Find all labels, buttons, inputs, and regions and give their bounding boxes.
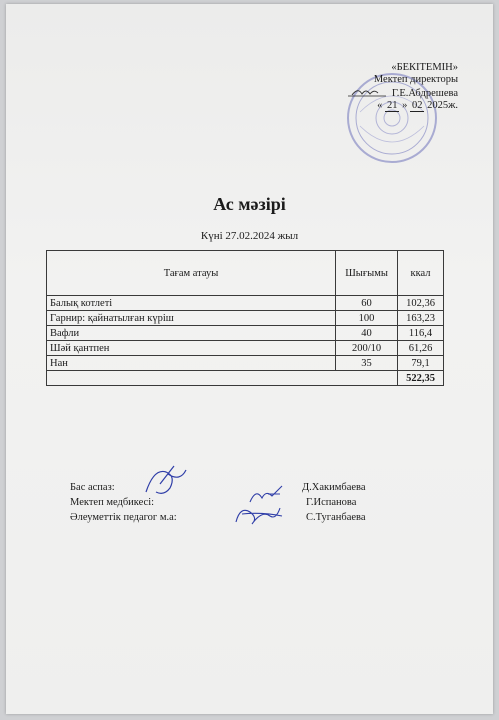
total-kcal: 522,35 (398, 371, 444, 386)
document-page (6, 4, 493, 714)
approval-heading: «БЕКІТЕМІН» (391, 62, 458, 73)
table-header-row (47, 251, 444, 296)
signature-role: Бас аспаз: (70, 482, 115, 493)
header-kcal: ккал (398, 251, 444, 296)
approval-day: 21 (386, 100, 398, 111)
approval-block (288, 62, 458, 112)
signature-name: С.Туганбаева (306, 512, 366, 523)
pedagogue-signature (232, 500, 284, 528)
dish-portion: 200/10 (336, 341, 398, 356)
header-portion: Шығымы (336, 251, 398, 296)
approval-name-line (288, 86, 458, 100)
menu-title: Ас мәзірі (213, 194, 286, 214)
dish-name: Нан (47, 356, 336, 371)
table-row (47, 326, 444, 341)
dish-name: Гарнир: қайнатылған күріш (47, 311, 336, 326)
dish-portion: 100 (336, 311, 398, 326)
total-row (47, 371, 444, 386)
dish-name: Вафли (47, 326, 336, 341)
menu-table (46, 250, 444, 386)
table-row (47, 311, 444, 326)
dish-portion: 40 (336, 326, 398, 341)
table-row (47, 341, 444, 356)
director-signature (346, 86, 392, 98)
approval-name: Г.Е.Абдрешева (391, 88, 458, 99)
dish-name: Балық котлеті (47, 296, 336, 311)
table-row (47, 296, 444, 311)
approval-year: 2025ж. (427, 100, 458, 111)
approval-month: 02 (411, 100, 423, 111)
signature-role: Мектеп медбикесі: (70, 497, 155, 508)
approval-position: Мектеп директоры (373, 74, 458, 85)
dish-kcal: 79,1 (398, 356, 444, 371)
dish-portion: 35 (336, 356, 398, 371)
header-dish-name: Тағам атауы (47, 251, 336, 296)
chef-signature (140, 462, 190, 500)
total-label-cell (47, 371, 398, 386)
signature-row-chef (70, 482, 400, 496)
signature-name: Д.Хакимбаева (302, 482, 366, 493)
signature-name: Г.Испанова (306, 497, 357, 508)
dish-kcal: 61,26 (398, 341, 444, 356)
dish-portion: 60 (336, 296, 398, 311)
table-row (47, 356, 444, 371)
dish-name: Шәй қантпен (47, 341, 336, 356)
menu-date: Күні 27.02.2024 жыл (200, 230, 299, 242)
approval-date: « 21 » 02 2025ж. (377, 100, 458, 111)
dish-kcal: 163,23 (398, 311, 444, 326)
dish-kcal: 116,4 (398, 326, 444, 341)
signature-role: Әлеуметтік педагог м.а: (70, 512, 177, 523)
dish-kcal: 102,36 (398, 296, 444, 311)
